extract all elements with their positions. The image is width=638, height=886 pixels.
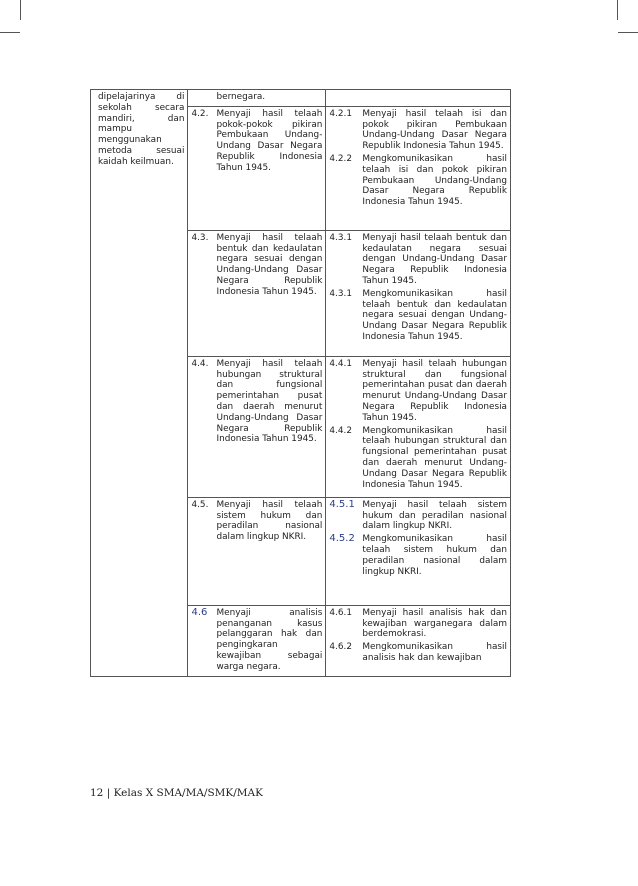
- indicator-number: 4.3.1: [329, 232, 352, 243]
- basic-competency-cell: [188, 230, 326, 356]
- basic-competency-cell: [188, 356, 326, 497]
- indicator-number: 4.4.2: [329, 425, 352, 436]
- kd-number: 4.3.: [191, 232, 209, 243]
- indicator-number: 4.6.2: [329, 642, 352, 653]
- indicator-cell: [326, 230, 511, 356]
- competency-description: dipelajarinya di sekolah secara mandiri, dan mampu menggunakan metoda sesuai kaidah keilmuan.: [98, 92, 185, 167]
- indicator-cell: [326, 106, 511, 230]
- indicator-number: 4.5.2: [329, 533, 355, 545]
- basic-competency-cell: [188, 605, 326, 676]
- indicator-cell: [326, 356, 511, 497]
- kd-text: Menyaji hasil telaah sistem hukum dan peradilan nasional dalam lingkup NKRI.: [216, 499, 323, 543]
- indicator-number: 4.4.1: [329, 358, 352, 369]
- basic-competency-cell: [188, 90, 326, 107]
- table-row: [91, 90, 511, 107]
- indicator-number: 4.3.1: [329, 288, 352, 299]
- indicator-text: Menyaji hasil analisis hak dan kewajiban warganegara dalam berdemokrasi.: [362, 607, 507, 640]
- kd-number: 4.5.: [191, 499, 209, 510]
- page-footer: 12 | Kelas X SMA/MA/SMK/MAK: [90, 787, 263, 799]
- basic-competency-tail: bernegara.: [216, 92, 266, 102]
- indicator-text: Menyaji hasil telaah bentuk dan kedaulatan negara sesuai dengan Undang-Undang Dasar Negara Republik Indonesia Tahun 1945.: [362, 232, 507, 286]
- indicator-number: 4.2.2: [329, 153, 352, 164]
- indicator-cell: [326, 497, 511, 605]
- indicator-text: Menyaji hasil telaah hubungan struktural dan fungsional pemerintahan pusat dan daerah menurut Undang-Undang Dasar Negara Republik Indonesia Tahun 1945.: [362, 358, 507, 423]
- kd-number: 4.4.: [191, 358, 209, 369]
- kd-number: 4.2.: [191, 108, 209, 119]
- indicator-text: Mengkomunikasikan hasil telaah hubungan struktural dan fungsional pemerintahan pusat dan daerah menurut Undang-Undang Dasar Negara Republik Indonesia Tahun 1945.: [362, 425, 507, 490]
- indicator-cell: [326, 605, 511, 676]
- indicator-number: 4.6.1: [329, 607, 352, 618]
- indicator-text: Mengkomunikasikan hasil telaah isi dan pokok pikiran Pembukaan Undang-Undang Dasar Negara Republik Indonesia Tahun 1945.: [362, 153, 507, 208]
- basic-competency-cell: [188, 106, 326, 230]
- kd-text: Menyaji hasil telaah bentuk dan kedaulatan negara sesuai dengan Undang-Undang Dasar Negara Republik Indonesia Tahun 1945.: [216, 232, 323, 297]
- kd-text: Menyaji hasil telaah hubungan struktural dan fungsional pemerintahan pusat dan daerah menurut Undang-Undang Dasar Negara Republik Indonesia Tahun 1945.: [216, 358, 323, 445]
- basic-competency-cell: [188, 497, 326, 605]
- indicator-cell: [326, 90, 511, 107]
- crop-mark-top-left-vertical: [20, 0, 21, 20]
- kd-text: Menyaji analisis penanganan kasus pelanggaran hak dan pengingkaran kewajiban sebagai warga negara.: [216, 607, 323, 672]
- crop-mark-top-right-vertical: [617, 0, 618, 20]
- indicator-number: 4.5.1: [329, 498, 355, 510]
- indicator-text: Menyaji hasil telaah sistem hukum dan peradilan nasional dalam lingkup NKRI.: [362, 499, 507, 532]
- crop-mark-top-left-horizontal: [0, 32, 20, 33]
- indicator-text: Mengkomunikasikan hasil telaah bentuk dan kedaulatan negara sesuai dengan Undang-Undang Dasar Negara Republik Indonesia Tahun 1945.: [362, 288, 507, 342]
- kd-number: 4.6: [191, 606, 208, 618]
- crop-mark-top-right-horizontal: [618, 32, 638, 33]
- indicator-number: 4.2.1: [329, 108, 352, 119]
- indicator-text: Menyaji hasil telaah isi dan pokok pikiran Pembukaan Undang-Undang Dasar Negara Republik Indonesia Tahun 1945.: [362, 108, 507, 152]
- indicator-text: Mengkomunikasikan hasil analisis hak dan kewajiban: [362, 642, 507, 663]
- kd-text: Menyaji hasil telaah pokok-pokok pikiran Pembukaan Undang-Undang Dasar Negara Republik Indonesia Tahun 1945.: [216, 108, 323, 173]
- competency-description-cell: [91, 90, 188, 677]
- indicator-text: Mengkomunikasikan hasil telaah sistem hukum dan peradilan nasional dalam lingkup NKRI.: [362, 534, 507, 577]
- curriculum-table: [90, 89, 511, 677]
